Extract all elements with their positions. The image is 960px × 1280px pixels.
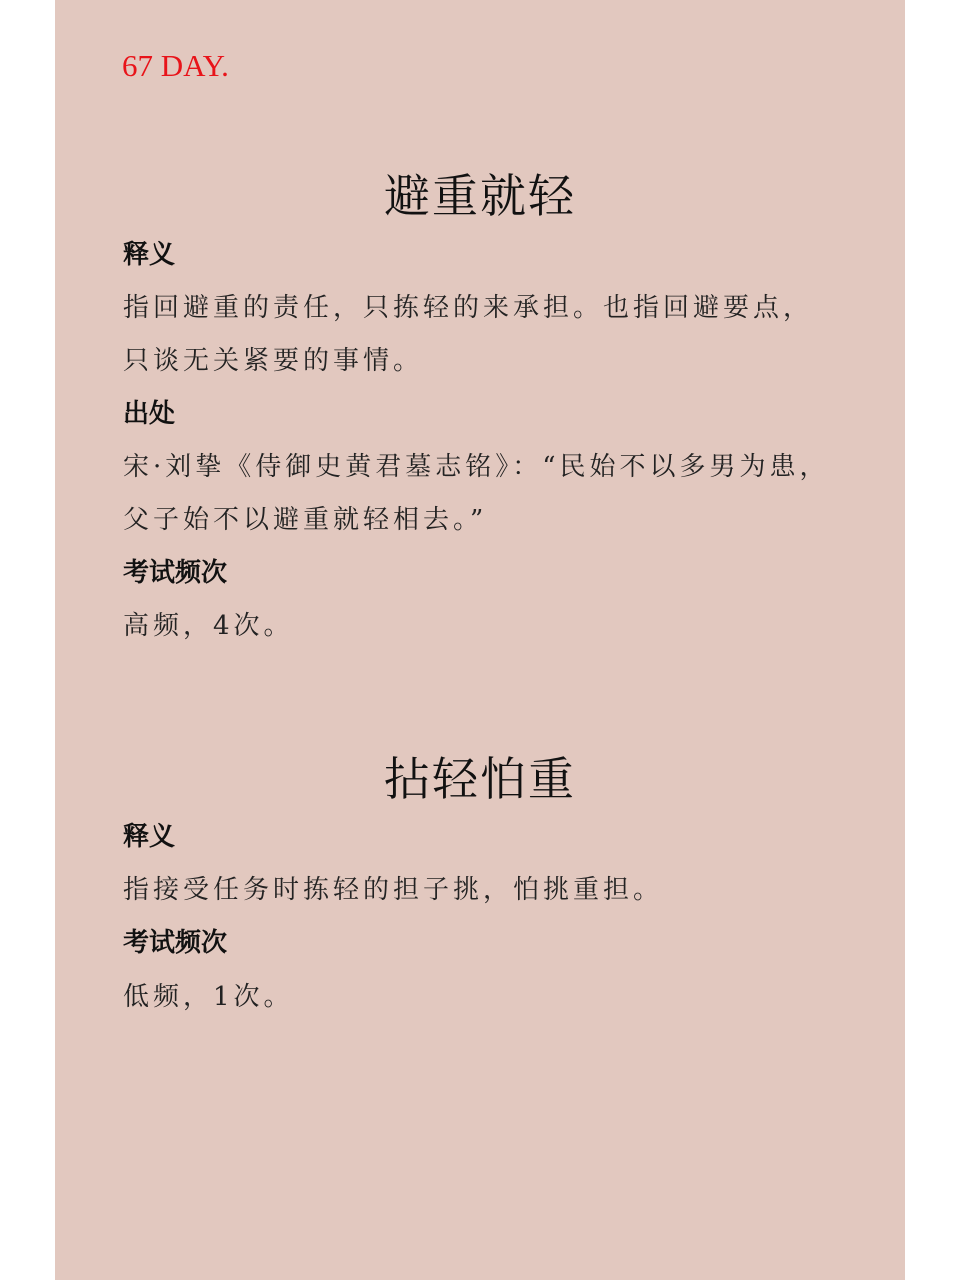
meaning-text: 指回避重的责任，只拣轻的来承担。也指回避要点，	[123, 293, 814, 323]
frequency-text: 低频，1次。	[123, 982, 294, 1012]
meaning-text: 只谈无关紧要的事情。	[123, 346, 424, 376]
idiom-title: 拈轻怕重	[384, 752, 576, 806]
source-text: 父子始不以避重就轻相去。”	[123, 505, 488, 535]
page-card	[55, 0, 905, 1280]
meaning-text: 指接受任务时拣轻的担子挑，怕挑重担。	[123, 875, 664, 905]
frequency-heading: 考试频次	[123, 928, 228, 958]
source-text: 宋·刘挚《侍御史黄君墓志铭》：“民始不以多男为患，	[123, 452, 830, 482]
frequency-heading: 考试频次	[123, 558, 228, 588]
meaning-heading: 释义	[123, 822, 176, 852]
frequency-text: 高频，4次。	[123, 611, 294, 641]
day-label: 67 DAY.	[122, 48, 229, 83]
meaning-heading: 释义	[123, 240, 176, 270]
idiom-title: 避重就轻	[384, 169, 576, 223]
source-heading: 出处	[123, 399, 176, 429]
